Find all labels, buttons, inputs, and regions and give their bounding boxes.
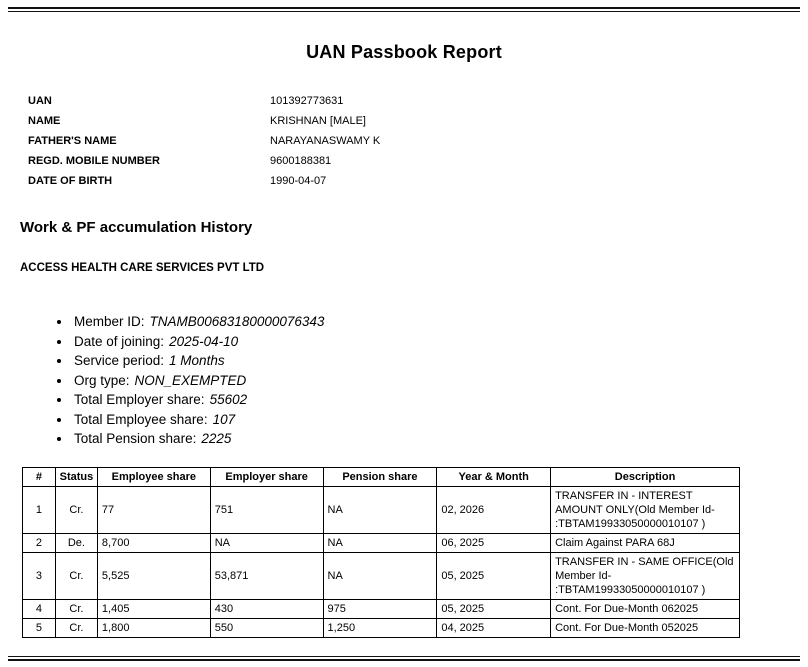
- cell-employee-share: 77: [97, 486, 210, 533]
- cell-status: Cr.: [55, 618, 97, 637]
- cell-employer-share: 751: [210, 486, 323, 533]
- cell-status: De.: [55, 533, 97, 552]
- cell-pension-share: NA: [323, 533, 437, 552]
- cell-index: 4: [23, 599, 56, 618]
- summary-label: Total Pension share:: [74, 431, 197, 446]
- cell-index: 5: [23, 618, 56, 637]
- bottom-rule: [8, 656, 800, 661]
- summary-label: Total Employee share:: [74, 411, 208, 427]
- cell-pension-share: 1,250: [323, 618, 437, 637]
- summary-value: TNAMB00683180000076343: [149, 314, 325, 329]
- header-employee-share: Employee share: [97, 467, 210, 486]
- cell-employer-share: 53,871: [210, 552, 323, 599]
- cell-year-month: 05, 2025: [437, 599, 551, 618]
- cell-employee-share: 1,800: [97, 618, 210, 637]
- field-value: 9600188381: [270, 155, 332, 167]
- cell-pension-share: NA: [323, 552, 437, 599]
- summary-value: 55602: [209, 392, 248, 407]
- cell-year-month: 06, 2025: [437, 533, 551, 552]
- header-employer-share: Employer share: [210, 467, 323, 486]
- cell-year-month: 04, 2025: [437, 618, 551, 637]
- table-header-row: [23, 467, 740, 486]
- cell-employee-share: 1,405: [97, 599, 210, 618]
- field-label: NAME: [28, 115, 61, 127]
- table-row: [23, 552, 740, 599]
- field-value: KRISHNAN [MALE]: [270, 115, 366, 127]
- summary-value: 107: [212, 411, 236, 427]
- summary-label: Total Employer share:: [74, 392, 205, 407]
- cell-status: Cr.: [55, 599, 97, 618]
- cell-pension-share: 975: [323, 599, 437, 618]
- field-value: 1990-04-07: [270, 175, 327, 187]
- summary-item-total-employee-share: [72, 410, 800, 430]
- report-page: [0, 7, 808, 638]
- header-pension-share: Pension share: [323, 467, 437, 486]
- table-row: [23, 533, 740, 552]
- summary-value: NON_EXEMPTED: [134, 372, 247, 388]
- field-row-name: [28, 111, 800, 131]
- top-rule: [8, 7, 800, 12]
- cell-description: TRANSFER IN - SAME OFFICE(Old Member Id- :TBTAM19933050000010107 ): [551, 552, 740, 599]
- cell-index: 1: [23, 486, 56, 533]
- cell-description: Cont. For Due-Month 062025: [551, 599, 740, 618]
- cell-pension-share: NA: [323, 486, 437, 533]
- summary-label: Org type:: [74, 372, 130, 388]
- field-label: DATE OF BIRTH: [28, 175, 113, 187]
- table-row: [23, 486, 740, 533]
- cell-employer-share: NA: [210, 533, 323, 552]
- header-status: Status: [55, 467, 97, 486]
- summary-item-service-period: [72, 351, 800, 371]
- header-description: Description: [551, 467, 740, 486]
- cell-description: TRANSFER IN - INTEREST AMOUNT ONLY(Old Member Id- :TBTAM19933050000010107 ): [551, 486, 740, 533]
- field-label: FATHER'S NAME: [28, 135, 117, 147]
- summary-label: Service period:: [74, 353, 165, 368]
- field-label: UAN: [28, 95, 52, 107]
- cell-description: Claim Against PARA 68J: [551, 533, 740, 552]
- cell-year-month: 05, 2025: [437, 552, 551, 599]
- summary-label: Date of joining:: [74, 333, 165, 349]
- employer-name: ACCESS HEALTH CARE SERVICES PVT LTD: [20, 262, 265, 274]
- summary-item-date-of-joining: [72, 332, 800, 352]
- passbook-table: [22, 467, 740, 638]
- summary-value: 2225: [201, 431, 232, 446]
- summary-item-total-employer-share: [72, 390, 800, 410]
- cell-status: Cr.: [55, 486, 97, 533]
- cell-employee-share: 5,525: [97, 552, 210, 599]
- header-index: #: [23, 467, 56, 486]
- cell-index: 2: [23, 533, 56, 552]
- field-value: NARAYANASWAMY K: [270, 135, 381, 147]
- table-row: [23, 618, 740, 637]
- field-row-mobile: [28, 151, 800, 171]
- summary-value: 2025-04-10: [169, 333, 239, 349]
- summary-value: 1 Months: [169, 353, 225, 368]
- summary-item-org-type: [72, 371, 800, 391]
- summary-list: [72, 312, 800, 449]
- section-title: Work & PF accumulation History: [20, 219, 253, 236]
- summary-item-total-pension-share: [72, 429, 800, 449]
- cell-status: Cr.: [55, 552, 97, 599]
- cell-description: Cont. For Due-Month 052025: [551, 618, 740, 637]
- header-year-month: Year & Month: [437, 467, 551, 486]
- member-details: [8, 91, 800, 191]
- field-row-dob: [28, 171, 800, 191]
- field-value: 101392773631: [270, 95, 344, 107]
- summary-label: Member ID:: [74, 314, 145, 329]
- cell-employee-share: 8,700: [97, 533, 210, 552]
- cell-year-month: 02, 2026: [437, 486, 551, 533]
- cell-index: 3: [23, 552, 56, 599]
- page-title: UAN Passbook Report: [306, 42, 502, 62]
- field-row-uan: [28, 91, 800, 111]
- field-label: REGD. MOBILE NUMBER: [28, 155, 160, 167]
- table-row: [23, 599, 740, 618]
- cell-employer-share: 430: [210, 599, 323, 618]
- cell-employer-share: 550: [210, 618, 323, 637]
- field-row-fathers-name: [28, 131, 800, 151]
- summary-item-member-id: [72, 312, 800, 332]
